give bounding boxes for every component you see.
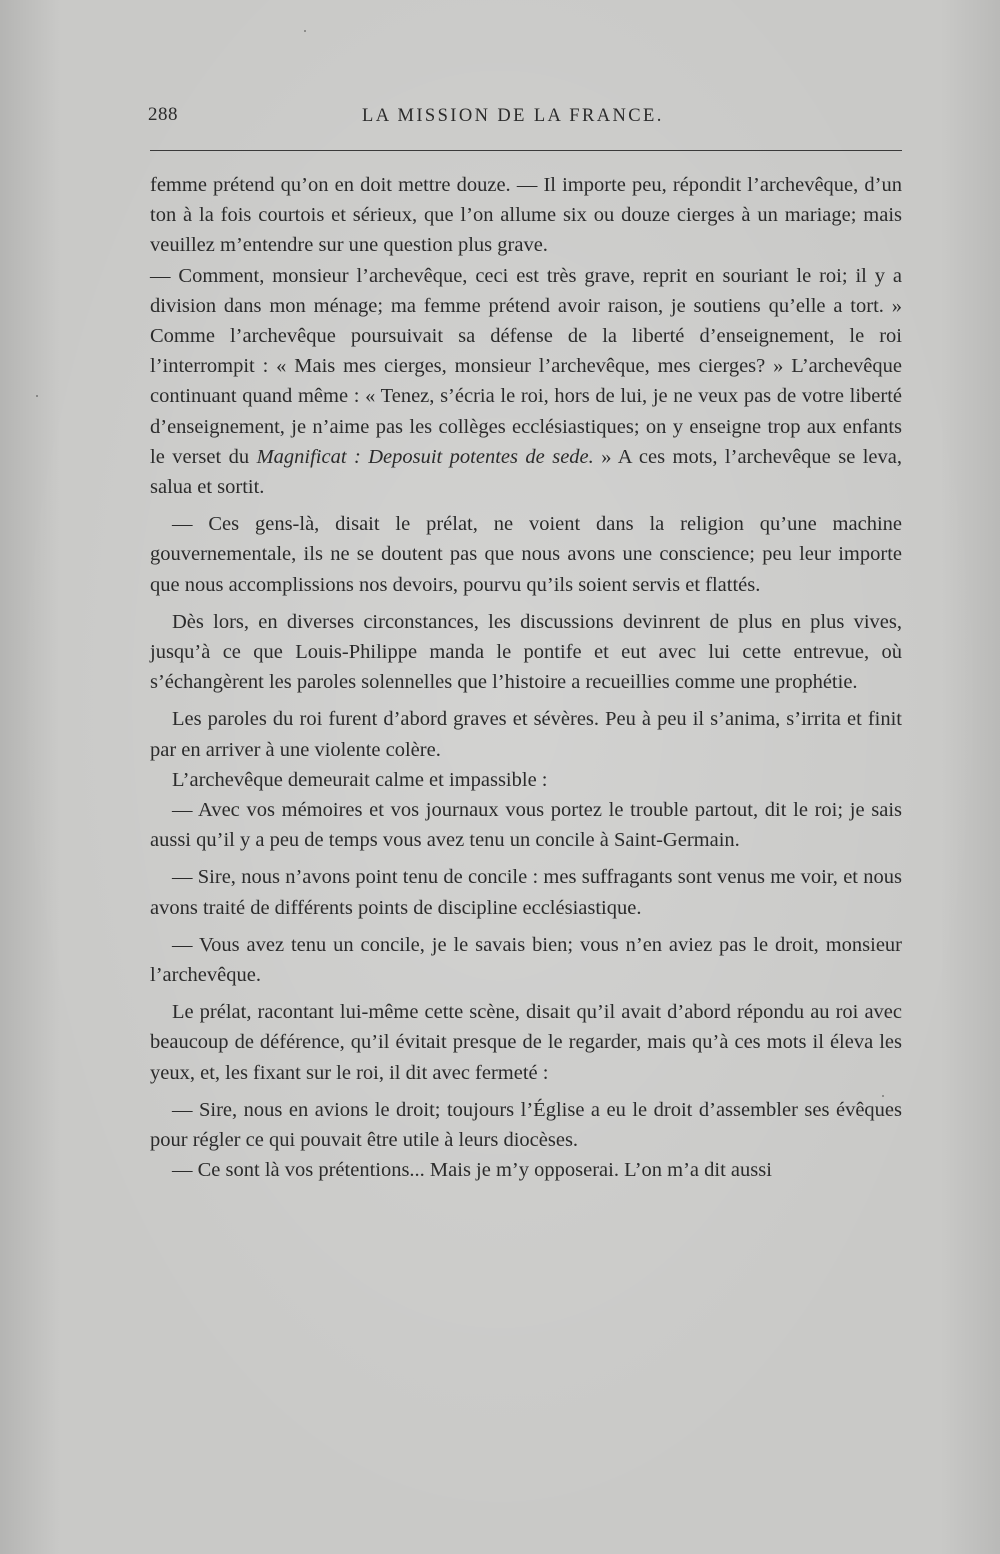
paragraph: Dès lors, en diverses circonstances, les discussions devinrent de plus en plus vives, jusqu’à ce que Louis-Philippe manda le pontife et eut avec lui cette entrevue, où s’échangèrent les paroles solennelles que l’histoire a recueillies comme une prophétie. (150, 610, 902, 694)
paragraph (150, 261, 902, 503)
paper-speck (882, 1095, 884, 1097)
header-rule (150, 150, 902, 151)
running-title: LA MISSION DE LA FRANCE. (362, 106, 664, 126)
italic-quote: Magnificat : Deposuit potentes de sede. (256, 445, 594, 468)
paragraph: femme prétend qu’on en doit mettre douze. — Il importe peu, répondit l’archevêque, d’un ton à la fois courtois et sérieux, que l’on allume six ou douze cierges à un mariage; mais veuillez m’entendre sur une question plus grave. (150, 174, 902, 257)
paragraph: — Ces gens-là, disait le prélat, ne voient dans la religion qu’une machine gouvernementale, ils ne se doutent pas que nous avons une conscience; peu leur importe que nous accomplissions nos devoirs, pourvu qu’ils soient servis et flattés. (150, 513, 902, 596)
paragraph: Le prélat, racontant lui-même cette scène, disait qu’il avait d’abord répondu au roi avec beaucoup de déférence, qu’il évitait presque de le regarder, mais qu’à ces mots il éleva les yeux, et, les fixant sur le roi, il dit avec fermeté : (150, 1001, 902, 1084)
paragraph: — Avec vos mémoires et vos journaux vous portez le trouble partout, dit le roi; je sais aussi qu’il y a peu de temps vous avez tenu un concile à Saint-Germain. (150, 799, 902, 852)
paragraph: — Sire, nous n’avons point tenu de concile : mes suffragants sont venus me voir, et nous avons traité de différents points de discipline ecclésiastique. (150, 866, 902, 919)
paragraph-text: — Comment, monsieur l’archevêque, ceci est très grave, reprit en souriant le roi; il y a division dans mon ménage; ma femme prétend avoir raison, je soutiens qu’elle a tort. » Comme l’archevêque poursuivait sa défense de la liberté d’enseignement, le roi l’interrompit : « Mais mes cierges, monsieur l’archevêque, mes cierges? » L’archevêque continuant quand même : « Tenez, s’écria le roi, hors de lui, je ne veux pas de votre liberté d’enseignement, je n’aime pas les collèges ecclésiastiques; on y enseigne trop aux enfants le verset du (150, 264, 902, 468)
paragraph: — Vous avez tenu un concile, je le savais bien; vous n’en aviez pas le droit, monsieur l’archevêque. (150, 933, 902, 987)
quote-tail: » A ces mots, l’archevêque se leva, salua et sortit. (150, 445, 902, 499)
paper-speck (304, 30, 306, 32)
paragraph: — Ce sont là vos prétentions... Mais je m’y opposerai. L’on m’a dit aussi (172, 1159, 772, 1182)
page-number: 288 (148, 104, 178, 125)
paragraph: Les paroles du roi furent d’abord graves et sévères. Peu à peu il s’anima, s’irrita et finit par en arriver à une violente colère. (150, 708, 902, 761)
running-head (148, 104, 903, 134)
paragraph: L’archevêque demeurait calme et impassible : (172, 768, 548, 791)
paper-speck (36, 395, 38, 397)
body-text (150, 170, 902, 1186)
paragraph: — Sire, nous en avions le droit; toujours l’Église a eu le droit d’assembler ses évêques pour régler ce qui pouvait être utile à leurs diocèses. (150, 1098, 902, 1152)
